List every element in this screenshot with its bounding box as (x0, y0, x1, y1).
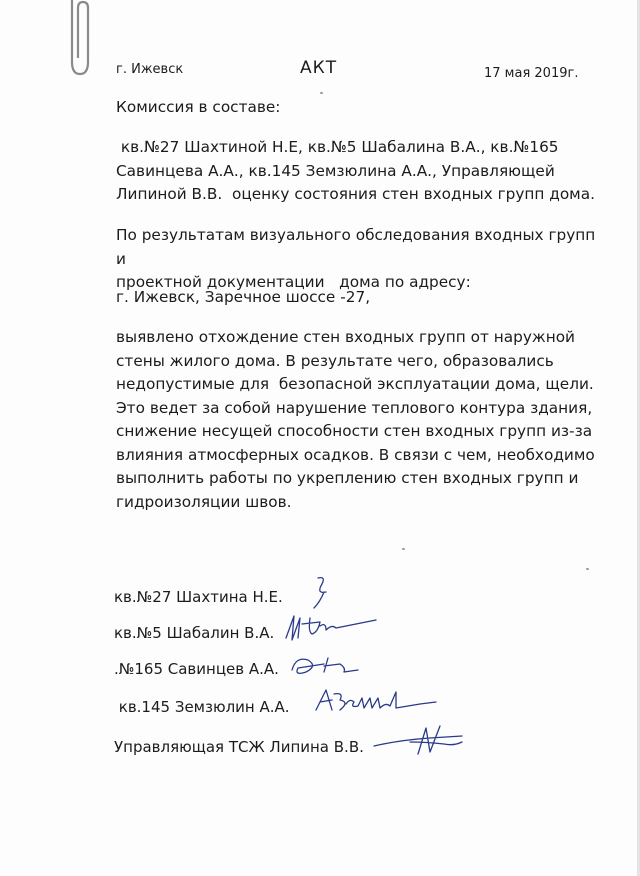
signature-3-icon (284, 648, 374, 682)
document-title: АКТ (300, 58, 338, 78)
signatory-3: .№165 Савинцев А.А. (114, 660, 279, 678)
scan-speck (402, 548, 405, 550)
paper-clip-icon (58, 0, 98, 82)
signatory-2: кв.№5 Шабалин В.А. (114, 624, 275, 642)
signature-4-icon (310, 684, 460, 718)
signatory-5: Управляющая ТСЖ Липина В.В. (114, 738, 364, 756)
scan-speck (586, 568, 589, 570)
commission-members: кв.№27 Шахтиной Н.Е, кв.№5 Шабалина В.А., кв.№165 Савинцева А.А., кв.145 Земзюлина А.А., Управляющей Липиной В.В. оценку состояния стен входных групп дома. (116, 138, 595, 203)
commission-intro: Комиссия в составе: (116, 98, 281, 116)
signature-1-icon (300, 572, 360, 612)
inspection-basis: По результатам визуального обследования входных групп и проектной документации дома по адресу: (116, 226, 596, 291)
document-date: 17 мая 2019г. (484, 66, 579, 81)
document-city: г. Ижевск (116, 62, 184, 77)
scan-speck (320, 92, 323, 94)
findings: выявлено отхождение стен входных групп от наружной стены жилого дома. В результате чего, образовались недопустимые для безопасной эксплуатации дома, щели. Это ведет за собой нарушение теплового контура здания, снижение несущей способности стен входных групп из-за влияния атмосферных осадков. В связи с чем, необходимо выполнить работы по укреплению стен входных групп и гидроизоляции швов. (116, 328, 595, 511)
address: г. Ижевск, Заречное шоссе -27, (116, 288, 371, 306)
signatory-1: кв.№27 Шахтина Н.Е. (114, 588, 283, 606)
signature-2-icon (280, 608, 390, 648)
signatory-4: кв.145 Земзюлин А.А. (114, 698, 290, 716)
signature-5-icon (370, 718, 470, 762)
